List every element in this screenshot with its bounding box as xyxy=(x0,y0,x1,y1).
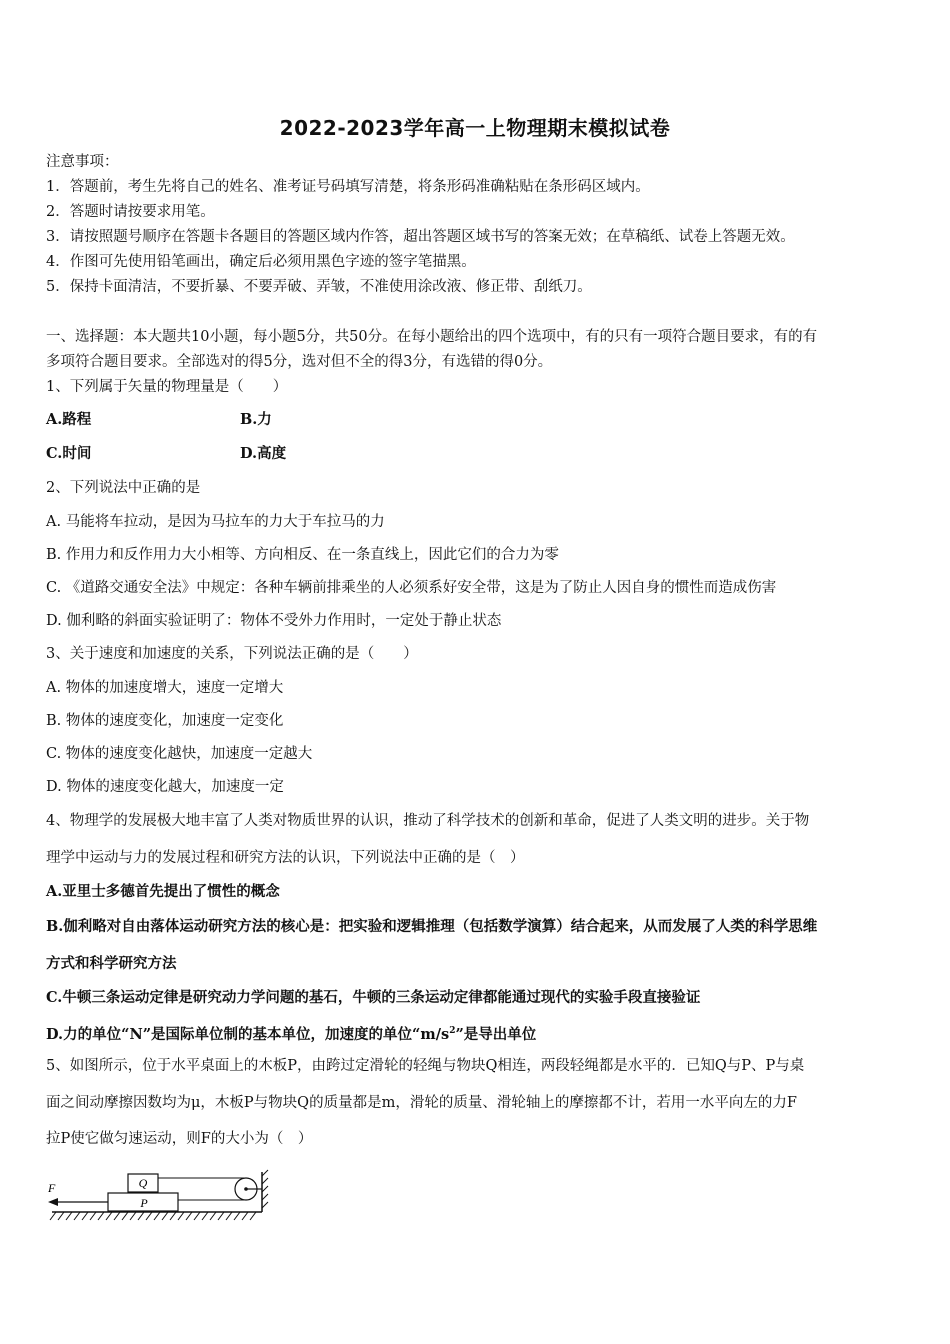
q4-option-c: C.牛顿三条运动定律是研究动力学问题的基石，牛顿的三条运动定律都能通过现代的实验手段直接验证 xyxy=(46,989,701,1006)
q2-stem: 2、下列说法中正确的是 xyxy=(46,480,201,496)
page-title: 2022-2023学年高一上物理期末模拟试卷 xyxy=(279,116,671,140)
q2-option-c: C. 《道路交通安全法》中规定：各种车辆前排乘坐的人必须系好安全带，这是为了防止人因自身的惯性而造成伤害 xyxy=(46,580,777,596)
q4-option-a: A.亚里士多德首先提出了惯性的概念 xyxy=(46,883,280,900)
notice-item-1: 1．答题前，考生先将自己的姓名、准考证号码填写清楚，将条形码准确粘贴在条形码区域内。 xyxy=(46,179,650,195)
q1-option-d: D.高度 xyxy=(240,445,287,462)
q4-option-d xyxy=(46,1021,536,1045)
q3-option-d: D. 物体的速度变化越大，加速度一定 xyxy=(46,779,284,795)
section-instruction-line-1: 一、选择题：本大题共10小题，每小题5分，共50分。在每小题给出的四个选项中，有的只有一项符合题目要求，有的有 xyxy=(46,329,818,345)
q4-stem-line-2: 理学中运动与力的发展过程和研究方法的认识，下列说法中正确的是（ ） xyxy=(46,850,525,866)
q1-option-c: C.时间 xyxy=(46,445,92,462)
notice-item-5: 5．保持卡面清洁，不要折暴、不要弄破、弄皱，不准使用涂改液、修正带、刮纸刀。 xyxy=(46,279,592,295)
q5-stem-line-3: 拉P使它做匀速运动，则F的大小为（ ） xyxy=(46,1131,313,1147)
notice-heading: 注意事项： xyxy=(46,154,119,170)
q1-option-a: A.路程 xyxy=(46,411,92,428)
q4-option-d-text: D.力的单位“N”是国际单位制的基本单位，加速度的单位“m/s xyxy=(46,1025,450,1043)
q5-stem-line-2: 面之间动摩擦因数均为μ，木板P与物块Q的质量都是m，滑轮的质量、滑轮轴上的摩擦都不计，若用一水平向左的力F xyxy=(46,1095,797,1111)
q4-stem-line-1: 4、物理学的发展极大地丰富了人类对物质世界的认识，推动了科学技术的创新和革命，促进了人类文明的进步。关于物 xyxy=(46,813,810,829)
force-arrowhead xyxy=(48,1198,58,1206)
q5-stem-line-1: 5、如图所示，位于水平桌面上的木板P，由跨过定滑轮的轻绳与物块Q相连，两段轻绳都是水平的．已知Q与P、P与桌 xyxy=(46,1058,805,1074)
notice-item-2: 2．答题时请按要求用笔。 xyxy=(46,204,215,220)
table-hatching xyxy=(50,1212,256,1220)
q2-option-b: B. 作用力和反作用力大小相等、方向相反、在一条直线上，因此它们的合力为零 xyxy=(46,547,559,563)
q3-stem: 3、关于速度和加速度的关系，下列说法正确的是（ ） xyxy=(46,646,418,662)
board-p-label: P xyxy=(140,1196,148,1210)
notice-item-4: 4．作图可先使用铅笔画出，确定后必须用黑色字迹的签字笔描黑。 xyxy=(46,254,476,270)
section-instruction-line-2: 多项符合题目要求。全部选对的得5分，选对但不全的得3分，有选错的得0分。 xyxy=(46,354,553,370)
notice-item-3: 3．请按照题号顺序在答题卡各题目的答题区域内作答，超出答题区域书写的答案无效；在草稿纸、试卷上答题无效。 xyxy=(46,229,795,245)
force-label: F xyxy=(48,1181,56,1195)
q4-option-b-line-1: B.伽利略对自由落体运动研究方法的核心是：把实验和逻辑推理（包括数学演算）结合起来，从而发展了人类的科学思维 xyxy=(46,918,818,935)
q3-option-c: C. 物体的速度变化越快，加速度一定越大 xyxy=(46,746,313,762)
q2-option-a: A. 马能将车拉动，是因为马拉车的力大于车拉马的力 xyxy=(46,514,385,530)
q1-stem: 1、下列属于矢量的物理量是（ ） xyxy=(46,379,288,395)
q3-option-b: B. 物体的速度变化，加速度一定变化 xyxy=(46,713,284,729)
q5-figure-pulley-diagram xyxy=(44,1168,274,1224)
block-q-label: Q xyxy=(138,1176,148,1190)
q3-option-a: A. 物体的加速度增大，速度一定增大 xyxy=(46,680,284,696)
q4-option-d-tail: ”是导出单位 xyxy=(455,1025,537,1043)
q4-option-d-superscript: 2 xyxy=(449,1026,456,1036)
q4-option-b-line-2: 方式和科学研究方法 xyxy=(46,955,177,972)
q1-option-b: B.力 xyxy=(240,411,272,428)
q2-option-d: D. 伽利略的斜面实验证明了：物体不受外力作用时，一定处于静止状态 xyxy=(46,613,502,629)
wall-hatching xyxy=(262,1170,268,1208)
